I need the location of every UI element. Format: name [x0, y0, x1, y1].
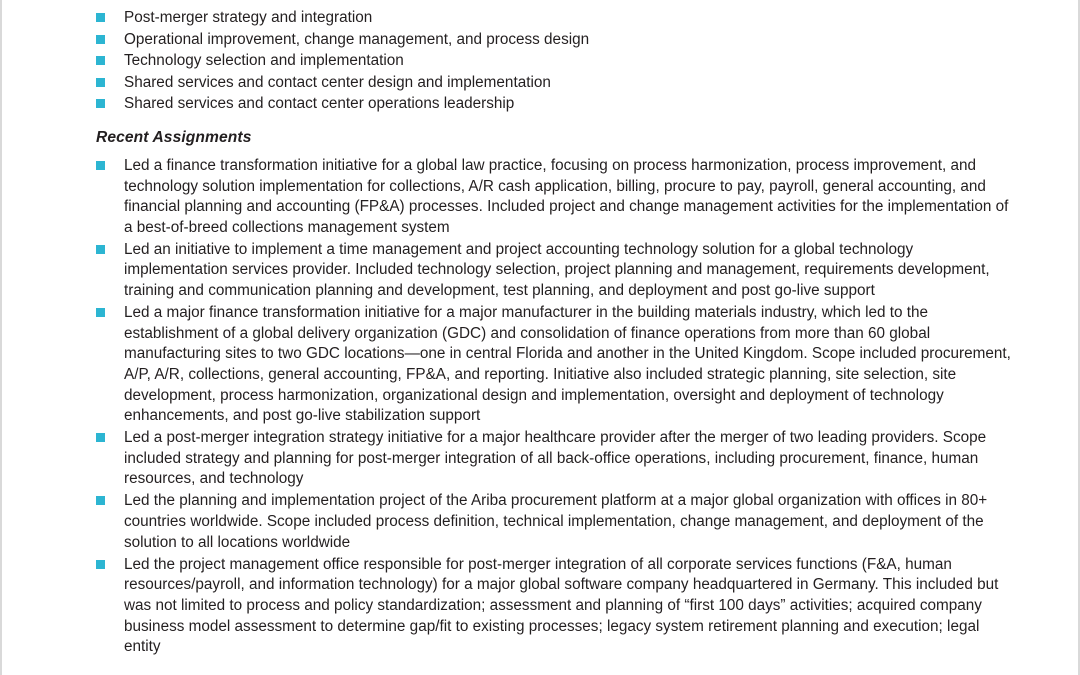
list-item — [88, 51, 1018, 72]
list-item-text: Led the planning and implementation project of the Ariba procurement platform at a major global organization with offices in 80+ countries worldwide. Scope included process definition, technical implementation, change management, and deployment of the solution to all locations worldwide — [124, 492, 988, 551]
capabilities-list — [88, 8, 1018, 115]
list-item — [88, 156, 1018, 238]
square-bullet-icon — [96, 99, 105, 108]
recent-assignments-list — [88, 156, 1018, 658]
list-item-text: Operational improvement, change management, and process design — [124, 30, 590, 48]
list-item-text: Shared services and contact center design and implementation — [124, 73, 551, 91]
list-item — [88, 240, 1018, 302]
list-item — [88, 8, 1018, 29]
square-bullet-icon — [96, 496, 105, 505]
list-item — [88, 303, 1018, 427]
square-bullet-icon — [96, 13, 105, 22]
list-item-text: Shared services and contact center operations leadership — [124, 95, 515, 113]
list-item — [88, 491, 1018, 553]
square-bullet-icon — [96, 35, 105, 44]
square-bullet-icon — [96, 245, 105, 254]
list-item — [88, 428, 1018, 490]
list-item — [88, 94, 1018, 115]
section-heading: Recent Assignments — [96, 128, 252, 146]
square-bullet-icon — [96, 78, 105, 87]
list-item-text: Led a finance transformation initiative for a global law practice, focusing on process harmonization, process improvement, and technology solution implementation for collections, A/R cash application, billing, procure to pay, payroll, general accounting, and financial planning and accounting (FP&A) processes. Included project and change management activities for the implementation of a best-of-breed collections management system — [124, 156, 1009, 236]
square-bullet-icon — [96, 433, 105, 442]
list-item-text: Post-merger strategy and integration — [124, 9, 373, 26]
square-bullet-icon — [96, 161, 105, 170]
list-item — [88, 30, 1018, 51]
page-content — [88, 8, 1018, 659]
square-bullet-icon — [96, 308, 105, 317]
square-bullet-icon — [96, 56, 105, 65]
list-item-text: Led an initiative to implement a time management and project accounting technology solution for a global technology implementation services provider. Included technology selection, project planning and management, requirements development, training and communication planning and development, test planning, and deployment and post go-live support — [124, 240, 990, 300]
list-item-text: Led a post-merger integration strategy initiative for a major healthcare provider after the merger of two leading providers. Scope included strategy and planning for post-merger integration of all back-office operations, including procurement, finance, human resources, and technology — [124, 429, 987, 488]
list-item — [88, 73, 1018, 94]
list-item-text: Led the project management office responsible for post-merger integration of all corporate services functions (F&A, human resources/payroll, and information technology) for a major global software company headquartered in Germany. This included but was not limited to process and policy standardization; assessment and planning of “first 100 days” activities; acquired company business model assessment to determine gap/fit to existing processes; legacy system retirement planning and execution; legal entity — [124, 555, 999, 656]
list-item-text: Led a major finance transformation initiative for a major manufacturer in the building materials industry, which led to the establishment of a global delivery organization (GDC) and consolidation of finance operations from more than 60 global manufacturing sites to two GDC locations—one in central Florida and another in the United Kingdom. Scope included procurement, A/P, A/R, collections, general accounting, FP&A, and reporting. Initiative also included strategic planning, site selection, site development, process harmonization, organizational design and implementation, oversight and deployment of technology enhancements, and post go-live stabilization support — [124, 304, 1011, 425]
list-item-text: Technology selection and implementation — [124, 52, 404, 70]
page-left-rule — [0, 0, 2, 675]
list-item — [88, 555, 1018, 658]
square-bullet-icon — [96, 560, 105, 569]
